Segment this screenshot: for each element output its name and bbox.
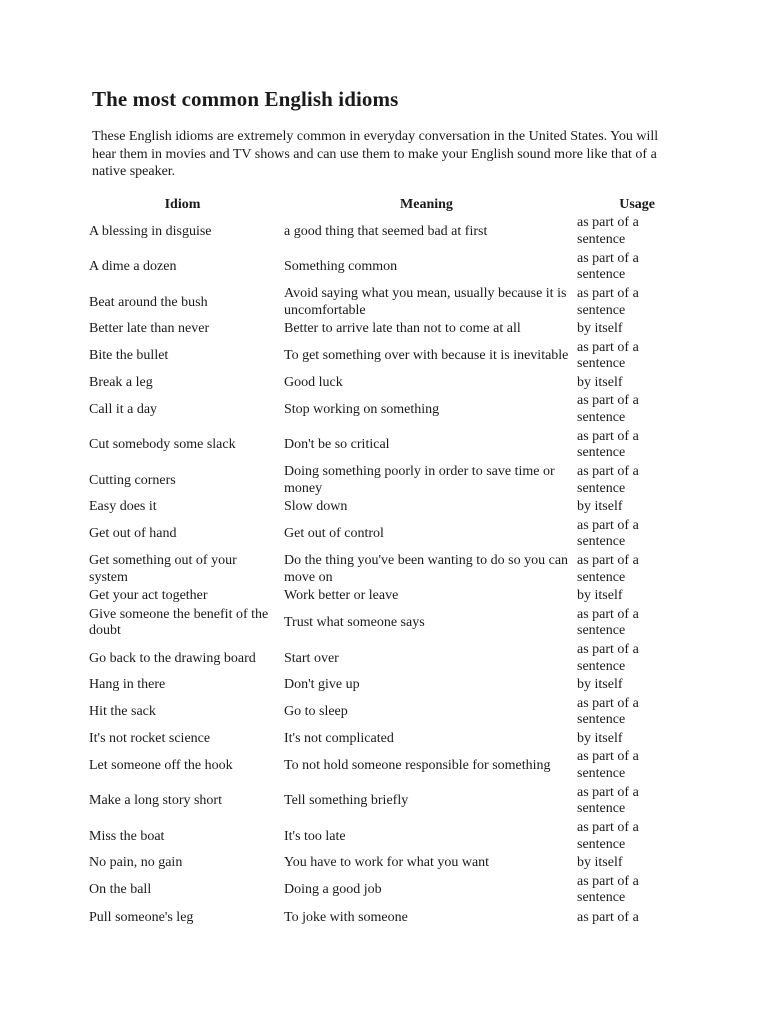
usage-cell: as part of a sentence [577,286,639,318]
table-row [85,677,669,695]
idiom-cell: No pain, no gain [89,855,183,871]
meaning-cell: Work better or leave [284,588,399,604]
usage-cell: by itself [577,588,623,604]
table-row [85,819,669,855]
table-row [85,873,669,909]
idiom-cell: Go back to the drawing board [89,650,256,666]
idiom-cell: Easy does it [89,499,157,515]
usage-cell: as part of a sentence [577,393,639,425]
usage-cell: as part of a sentence [577,606,639,639]
meaning-cell: Start over [284,650,339,666]
usage-cell: as part of a sentence [577,215,639,247]
table-row [85,463,669,499]
usage-cell: as part of a sentence [577,428,639,461]
usage-cell: as part of a sentence [577,250,639,283]
idiom-cell: A dime a dozen [89,259,177,274]
idiom-cell: Let someone off the hook [89,757,233,773]
table-row [85,214,669,250]
idiom-cell: It's not rocket science [89,730,211,746]
meaning-cell: Trust what someone says [284,615,425,630]
idiom-cell: Get your act together [89,588,208,604]
idiom-cell: A blessing in disguise [89,223,212,239]
idiom-cell: Get something out of your system [89,553,237,585]
meaning-cell: Tell something briefly [284,793,409,808]
table-header-row [85,195,669,214]
usage-cell: by itself [577,374,623,390]
meaning-cell: Doing something poorly in order to save time or money [284,464,555,496]
table-row [85,392,669,428]
table-row [85,908,669,932]
table-body [85,214,669,932]
meaning-cell: To get something over with because it is inevitable [284,348,569,363]
table-row [85,730,669,748]
idiom-cell: Get out of hand [89,526,177,541]
meaning-cell: Don't give up [284,677,360,693]
usage-cell: as part of a sentence [577,517,639,550]
table-row [85,250,669,286]
usage-cell: by itself [577,499,623,515]
idiom-cell: Hang in there [89,677,166,693]
table-row [85,321,669,339]
table-row [85,517,669,553]
idiom-cell: Make a long story short [89,793,222,808]
table-row [85,606,669,642]
idiom-cell: Break a leg [89,374,153,390]
column-header-idiom: Idiom [164,197,201,212]
meaning-cell: a good thing that seemed bad at first [284,223,488,239]
idiom-cell: Give someone the benefit of the doubt [89,606,269,639]
table-row [85,499,669,517]
usage-cell: as part of a sentence [577,749,639,781]
table-row [85,374,669,392]
page-title: The most common English idioms [92,87,399,111]
usage-cell: as part of a sentence [577,695,639,728]
usage-cell: as part of a sentence [577,339,639,372]
table-row [85,641,669,677]
usage-cell: as part of a sentence [577,553,639,585]
usage-cell: by itself [577,677,623,693]
table-row [85,285,669,321]
usage-cell: as part of a sentence [577,464,639,496]
meaning-cell: To not hold someone responsible for something [284,757,551,773]
idiom-cell: Bite the bullet [89,348,169,363]
table-row [85,339,669,375]
meaning-cell: Don't be so critical [284,437,390,452]
usage-cell: as part of a sentence [577,873,639,906]
meaning-cell: Doing a good job [284,882,382,897]
meaning-cell: Stop working on something [284,401,440,417]
meaning-cell: It's not complicated [284,730,394,746]
meaning-cell: It's too late [284,828,346,844]
meaning-cell: Good luck [284,374,343,390]
table-row [85,588,669,606]
table-row [85,695,669,731]
idiom-cell: Beat around the bush [89,294,208,310]
idiom-cell: On the ball [89,882,152,897]
usage-cell: by itself [577,321,623,337]
table-row [85,552,669,588]
meaning-cell: Slow down [284,499,348,515]
usage-cell: by itself [577,855,623,871]
meaning-cell: Do the thing you've been wanting to do so you can move on [284,553,569,585]
meaning-cell: You have to work for what you want [284,855,490,871]
usage-cell: by itself [577,730,623,746]
meaning-cell: Get out of control [284,526,384,541]
idiom-cell: Cutting corners [89,472,176,488]
meaning-cell: Go to sleep [284,704,348,719]
idiom-cell: Pull someone's leg [89,910,194,925]
intro-paragraph: These English idioms are extremely common in everyday conversation in the United States. You will hear them in movies and TV shows and can use them to make your English sound more like that of a native speaker. [92,129,659,179]
column-header-meaning: Meaning [400,197,453,212]
meaning-cell: Something common [284,259,398,274]
usage-cell: as part of a sentence [577,820,639,852]
idiom-cell: Call it a day [89,401,158,417]
meaning-cell: Better to arrive late than not to come at all [284,321,521,337]
idiom-cell: Hit the sack [89,704,156,719]
meaning-cell: Avoid saying what you mean, usually because it is uncomfortable [284,286,567,318]
idiom-cell: Miss the boat [89,828,165,844]
meaning-cell: To joke with someone [284,910,408,925]
usage-cell: as part of a sentence [577,784,639,817]
idiom-cell: Better late than never [89,321,210,337]
table-row [85,784,669,820]
table-row [85,428,669,464]
usage-cell: as part of a sentence [577,642,639,674]
idioms-table [85,195,669,932]
table-row [85,855,669,873]
table-row [85,748,669,784]
idiom-cell: Cut somebody some slack [89,437,236,452]
usage-cell: as part of a [577,910,639,925]
column-header-usage: Usage [619,197,655,212]
